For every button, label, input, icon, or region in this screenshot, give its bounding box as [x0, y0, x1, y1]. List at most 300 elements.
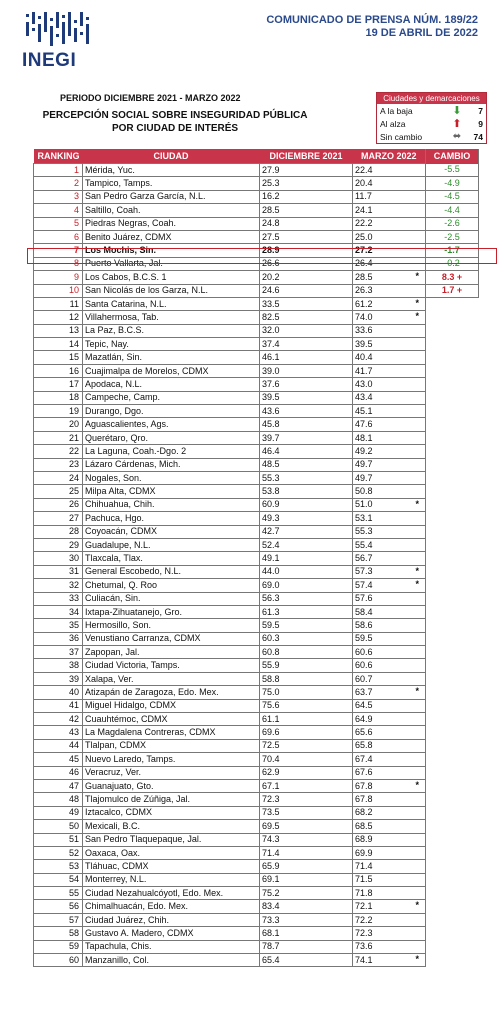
march-cell: [353, 713, 426, 726]
summary-count: 74: [473, 131, 483, 142]
december-cell: 49.3: [260, 512, 353, 525]
december-cell: 43.6: [260, 405, 353, 418]
march-value: 47.6: [355, 419, 373, 430]
rank-cell: 32: [34, 579, 83, 592]
change-cell: [426, 471, 479, 484]
march-value: 68.9: [355, 834, 373, 845]
table-row: [34, 485, 479, 498]
header-december: DICIEMBRE 2021: [260, 149, 353, 164]
table-row: [34, 579, 479, 592]
march-cell: [353, 820, 426, 833]
city-cell: Manzanillo, Col.: [83, 954, 260, 967]
march-value: 39.5: [355, 338, 373, 349]
march-value: 28.5: [355, 271, 373, 282]
arrow-horizontal-icon: ⬌: [452, 131, 462, 142]
summary-count: 9: [478, 118, 483, 129]
december-cell: 72.3: [260, 793, 353, 806]
december-cell: 48.5: [260, 458, 353, 471]
march-cell: [353, 338, 426, 351]
march-cell: [353, 846, 426, 859]
ranking-table: [33, 149, 479, 967]
december-cell: 60.3: [260, 632, 353, 645]
rank-cell: 5: [34, 217, 83, 230]
december-cell: 69.6: [260, 726, 353, 739]
rank-cell: 26: [34, 498, 83, 511]
change-cell: [426, 860, 479, 873]
march-value: 22.2: [355, 218, 373, 229]
city-cell: Ciudad Juárez, Chih.: [83, 913, 260, 926]
march-cell: [353, 271, 426, 284]
city-cell: San Nicolás de los Garza, N.L.: [83, 284, 260, 297]
rank-cell: 20: [34, 418, 83, 431]
table-row: [34, 351, 479, 364]
city-cell: Milpa Alta, CDMX: [83, 485, 260, 498]
rank-cell: 54: [34, 873, 83, 886]
change-cell: [426, 713, 479, 726]
march-cell: [353, 860, 426, 873]
city-cell: Tlalpan, CDMX: [83, 739, 260, 752]
change-cell: -2.6: [426, 217, 479, 230]
december-cell: 78.7: [260, 940, 353, 953]
rank-cell: 44: [34, 739, 83, 752]
table-row: [34, 244, 479, 257]
city-cell: Tlaxcala, Tlax.: [83, 552, 260, 565]
march-value: 26.4: [355, 258, 373, 269]
change-cell: [426, 954, 479, 967]
december-cell: 72.5: [260, 739, 353, 752]
table-row: [34, 900, 479, 913]
march-cell: [353, 686, 426, 699]
city-cell: Los Cabos, B.C.S. 1: [83, 271, 260, 284]
summary-count: 7: [478, 105, 483, 116]
december-cell: 61.3: [260, 605, 353, 618]
arrow-down-icon: ⬇: [452, 105, 462, 117]
march-value: 24.1: [355, 204, 373, 215]
change-cell: [426, 793, 479, 806]
march-value: 55.3: [355, 526, 373, 537]
change-cell: [426, 311, 479, 324]
december-cell: 73.5: [260, 806, 353, 819]
table-row: [34, 806, 479, 819]
change-cell: [426, 485, 479, 498]
city-cell: Querétaro, Qro.: [83, 431, 260, 444]
december-cell: 33.5: [260, 297, 353, 310]
march-cell: [353, 726, 426, 739]
table-row: [34, 311, 479, 324]
december-cell: 69.1: [260, 873, 353, 886]
city-cell: Campeche, Camp.: [83, 391, 260, 404]
march-value: 71.4: [355, 861, 373, 871]
rank-cell: 56: [34, 900, 83, 913]
table-row: [34, 405, 479, 418]
rank-cell: 10: [34, 284, 83, 297]
change-cell: [426, 498, 479, 511]
december-cell: 74.3: [260, 833, 353, 846]
table-row: [34, 364, 479, 377]
march-cell: [353, 619, 426, 632]
march-value: 67.8: [355, 794, 373, 805]
march-value: 64.5: [355, 700, 373, 711]
table-row: [34, 605, 479, 618]
summary-box: [376, 92, 487, 144]
rank-cell: 60: [34, 954, 83, 967]
december-cell: 16.2: [260, 190, 353, 203]
december-cell: 59.5: [260, 619, 353, 632]
march-cell: [353, 230, 426, 243]
rank-cell: 27: [34, 512, 83, 525]
table-row: [34, 418, 479, 431]
change-cell: 1.7 +: [426, 284, 479, 297]
march-cell: [353, 284, 426, 297]
march-cell: [353, 512, 426, 525]
december-cell: 75.0: [260, 686, 353, 699]
march-value: 72.1: [355, 901, 373, 912]
city-cell: Chihuahua, Chih.: [83, 498, 260, 511]
table-row: [34, 445, 479, 458]
rank-cell: 55: [34, 887, 83, 900]
rank-cell: 41: [34, 699, 83, 712]
december-cell: 67.1: [260, 779, 353, 792]
title-line-1: PERCEPCIÓN SOCIAL SOBRE INSEGURIDAD PÚBLICA: [42, 110, 308, 121]
march-cell: [353, 940, 426, 953]
rank-cell: 15: [34, 351, 83, 364]
change-cell: [426, 458, 479, 471]
change-cell: -4.4: [426, 204, 479, 217]
table-row: [34, 726, 479, 739]
change-cell: -0.2: [426, 257, 479, 270]
change-cell: [426, 739, 479, 752]
december-cell: 75.2: [260, 887, 353, 900]
march-cell: [353, 699, 426, 712]
march-cell: [353, 605, 426, 618]
march-cell: [353, 753, 426, 766]
change-cell: [426, 659, 479, 672]
change-cell: [426, 512, 479, 525]
table-row: [34, 257, 479, 270]
march-cell: [353, 471, 426, 484]
march-cell: [353, 659, 426, 672]
city-cell: Zapopan, Jal.: [83, 646, 260, 659]
table-row: [34, 779, 479, 792]
december-cell: 82.5: [260, 311, 353, 324]
city-cell: Cuajimalpa de Morelos, CDMX: [83, 364, 260, 377]
city-cell: Ciudad Nezahualcóyotl, Edo. Mex.: [83, 887, 260, 900]
march-cell: [353, 833, 426, 846]
table-row: [34, 592, 479, 605]
december-cell: 28.9: [260, 244, 353, 257]
rank-cell: 13: [34, 324, 83, 337]
rank-cell: 42: [34, 713, 83, 726]
report-title: [40, 109, 310, 135]
communique-number: COMUNICADO DE PRENSA NÚM. 189/22: [266, 14, 478, 26]
change-cell: [426, 846, 479, 859]
change-cell: [426, 565, 479, 578]
march-cell: [353, 445, 426, 458]
table-row: [34, 699, 479, 712]
march-value: 51.0: [355, 499, 373, 510]
march-cell: [353, 405, 426, 418]
table-row: [34, 230, 479, 243]
rank-cell: 17: [34, 378, 83, 391]
december-cell: 39.0: [260, 364, 353, 377]
city-cell: San Pedro Garza García, N.L.: [83, 190, 260, 203]
december-cell: 52.4: [260, 538, 353, 551]
change-cell: [426, 686, 479, 699]
march-cell: [353, 632, 426, 645]
march-cell: [353, 177, 426, 190]
december-cell: 32.0: [260, 324, 353, 337]
rank-cell: 3: [34, 190, 83, 203]
change-cell: [426, 873, 479, 886]
city-cell: La Paz, B.C.S.: [83, 324, 260, 337]
city-cell: Tlajomulco de Zúñiga, Jal.: [83, 793, 260, 806]
december-cell: 75.6: [260, 699, 353, 712]
march-cell: [353, 485, 426, 498]
december-cell: 46.4: [260, 445, 353, 458]
table-row: [34, 177, 479, 190]
rank-cell: 45: [34, 753, 83, 766]
change-cell: [426, 378, 479, 391]
change-cell: 8.3 +: [426, 271, 479, 284]
rank-cell: 36: [34, 632, 83, 645]
rank-cell: 1: [34, 164, 83, 177]
march-value: 43.0: [355, 378, 373, 389]
significance-star: *: [415, 498, 419, 509]
header-march: MARZO 2022: [353, 149, 426, 164]
december-cell: 61.1: [260, 713, 353, 726]
change-cell: [426, 646, 479, 659]
rank-cell: 12: [34, 311, 83, 324]
city-cell: Atizapán de Zaragoza, Edo. Mex.: [83, 686, 260, 699]
march-value: 50.8: [355, 486, 373, 497]
table-row: [34, 525, 479, 538]
march-cell: [353, 592, 426, 605]
change-cell: [426, 887, 479, 900]
march-value: 74.0: [355, 311, 373, 322]
table-row: [34, 793, 479, 806]
rank-cell: 18: [34, 391, 83, 404]
march-cell: [353, 954, 426, 967]
march-value: 26.3: [355, 285, 373, 296]
march-cell: [353, 164, 426, 177]
march-cell: [353, 458, 426, 471]
change-cell: [426, 431, 479, 444]
rank-cell: 43: [34, 726, 83, 739]
table-row: [34, 940, 479, 953]
change-cell: [426, 927, 479, 940]
december-cell: 55.9: [260, 659, 353, 672]
december-cell: 55.3: [260, 471, 353, 484]
table-row: [34, 471, 479, 484]
change-cell: -1.7: [426, 244, 479, 257]
december-cell: 62.9: [260, 766, 353, 779]
summary-title: Ciudades y demarcaciones: [377, 93, 486, 104]
communique-date: 19 DE ABRIL DE 2022: [365, 27, 478, 39]
table-row: [34, 391, 479, 404]
logo-text: INEGI: [22, 50, 77, 71]
rank-cell: 6: [34, 230, 83, 243]
rank-cell: 59: [34, 940, 83, 953]
december-cell: 37.4: [260, 338, 353, 351]
march-value: 58.4: [355, 606, 373, 617]
march-cell: [353, 887, 426, 900]
march-value: 60.6: [355, 660, 373, 671]
march-cell: [353, 538, 426, 551]
rank-cell: 29: [34, 538, 83, 551]
table-row: [34, 913, 479, 926]
rank-cell: 57: [34, 913, 83, 926]
table-row: [34, 686, 479, 699]
table-row: [34, 284, 479, 297]
march-value: 63.7: [355, 686, 373, 697]
change-cell: [426, 405, 479, 418]
rank-cell: 22: [34, 445, 83, 458]
city-cell: Santa Catarina, N.L.: [83, 297, 260, 310]
march-cell: [353, 779, 426, 792]
table-row: [34, 766, 479, 779]
march-cell: [353, 913, 426, 926]
march-value: 60.6: [355, 646, 373, 657]
rank-cell: 7: [34, 244, 83, 257]
change-cell: [426, 779, 479, 792]
table-row: [34, 646, 479, 659]
table-row: [34, 204, 479, 217]
march-value: 25.0: [355, 231, 373, 242]
december-cell: 27.9: [260, 164, 353, 177]
table-row: [34, 833, 479, 846]
rank-cell: 40: [34, 686, 83, 699]
march-value: 74.1: [355, 954, 373, 965]
december-cell: 58.8: [260, 672, 353, 685]
march-cell: [353, 217, 426, 230]
table-row: [34, 552, 479, 565]
march-value: 60.7: [355, 673, 373, 684]
march-cell: [353, 257, 426, 270]
table-row: [34, 753, 479, 766]
summary-label: A la baja: [380, 105, 413, 116]
title-line-2: POR CIUDAD DE INTERÉS: [111, 123, 239, 134]
march-value: 48.1: [355, 432, 373, 443]
table-row: [34, 659, 479, 672]
change-cell: [426, 297, 479, 310]
significance-star: *: [415, 686, 419, 697]
table-row: [34, 190, 479, 203]
march-value: 67.4: [355, 753, 373, 764]
march-cell: [353, 873, 426, 886]
december-cell: 65.9: [260, 860, 353, 873]
march-cell: [353, 378, 426, 391]
table-row: [34, 565, 479, 578]
march-value: 22.4: [355, 164, 373, 175]
march-value: 71.8: [355, 887, 373, 898]
change-cell: [426, 820, 479, 833]
march-value: 49.2: [355, 445, 373, 456]
city-cell: Guanajuato, Gto.: [83, 779, 260, 792]
header-city: CIUDAD: [83, 149, 260, 164]
march-value: 27.2: [355, 245, 373, 256]
march-cell: [353, 565, 426, 578]
march-value: 69.9: [355, 847, 373, 858]
city-cell: Culiacán, Sin.: [83, 592, 260, 605]
city-cell: Pachuca, Hgo.: [83, 512, 260, 525]
city-cell: Gustavo A. Madero, CDMX: [83, 927, 260, 940]
change-cell: [426, 391, 479, 404]
table-row: [34, 713, 479, 726]
city-cell: Saltillo, Coah.: [83, 204, 260, 217]
city-cell: Hermosillo, Son.: [83, 619, 260, 632]
city-cell: Mexicali, B.C.: [83, 820, 260, 833]
city-cell: Tepic, Nay.: [83, 338, 260, 351]
city-cell: Nuevo Laredo, Tamps.: [83, 753, 260, 766]
march-cell: [353, 646, 426, 659]
city-cell: Tampico, Tamps.: [83, 177, 260, 190]
table-row: [34, 324, 479, 337]
table-header-row: [34, 149, 479, 164]
table-row: [34, 512, 479, 525]
city-cell: La Laguna, Coah.-Dgo. 2: [83, 445, 260, 458]
significance-star: *: [415, 271, 419, 282]
change-cell: [426, 753, 479, 766]
rank-cell: 47: [34, 779, 83, 792]
march-cell: [353, 927, 426, 940]
arrow-up-icon: ⬆: [452, 118, 462, 130]
march-value: 72.2: [355, 914, 373, 925]
rank-cell: 39: [34, 672, 83, 685]
rank-cell: 53: [34, 860, 83, 873]
summary-row-up: [377, 117, 486, 130]
city-cell: Tláhuac, CDMX: [83, 860, 260, 873]
march-cell: [353, 364, 426, 377]
change-cell: [426, 418, 479, 431]
significance-star: *: [415, 565, 419, 576]
march-value: 72.3: [355, 927, 373, 938]
table-row: [34, 619, 479, 632]
table-row: [34, 846, 479, 859]
change-cell: [426, 605, 479, 618]
march-value: 67.8: [355, 780, 373, 791]
city-cell: Los Mochis, Sin.: [83, 244, 260, 257]
rank-cell: 9: [34, 271, 83, 284]
rank-cell: 11: [34, 297, 83, 310]
city-cell: Tapachula, Chis.: [83, 940, 260, 953]
change-cell: [426, 806, 479, 819]
december-cell: 25.3: [260, 177, 353, 190]
march-cell: [353, 431, 426, 444]
december-cell: 28.5: [260, 204, 353, 217]
december-cell: 65.4: [260, 954, 353, 967]
december-cell: 49.1: [260, 552, 353, 565]
table-row: [34, 431, 479, 444]
december-cell: 27.5: [260, 230, 353, 243]
march-value: 61.2: [355, 298, 373, 309]
rank-cell: 37: [34, 646, 83, 659]
table-row: [34, 378, 479, 391]
change-cell: -4.9: [426, 177, 479, 190]
city-cell: Puerto Vallarta, Jal.: [83, 257, 260, 270]
march-cell: [353, 204, 426, 217]
city-cell: Piedras Negras, Coah.: [83, 217, 260, 230]
rank-cell: 4: [34, 204, 83, 217]
city-cell: Cuauhtémoc, CDMX: [83, 713, 260, 726]
change-cell: -5.5: [426, 164, 479, 177]
march-value: 57.4: [355, 579, 373, 590]
march-value: 56.7: [355, 553, 373, 564]
march-cell: [353, 672, 426, 685]
city-cell: Mérida, Yuc.: [83, 164, 260, 177]
significance-star: *: [415, 311, 419, 322]
city-cell: General Escobedo, N.L.: [83, 565, 260, 578]
december-cell: 68.1: [260, 927, 353, 940]
